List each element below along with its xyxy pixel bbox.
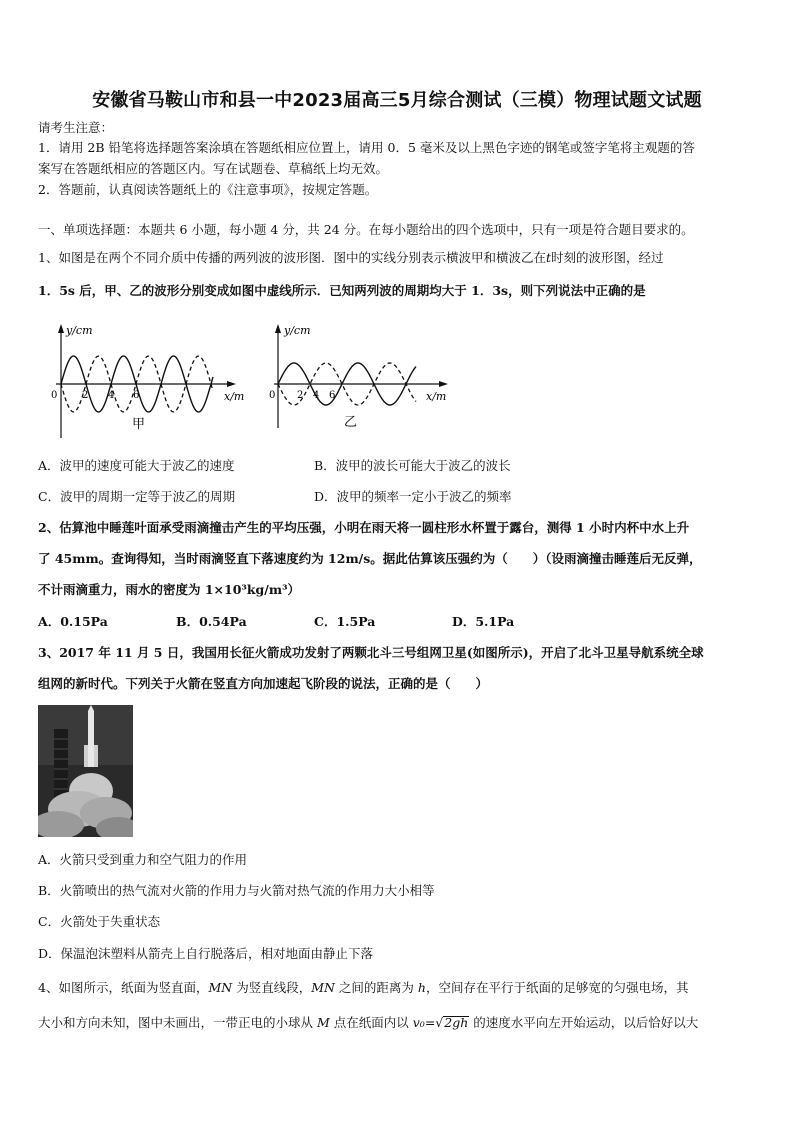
q2-option-d: D．5.1Pa	[452, 614, 515, 629]
q1-option-a: A．波甲的速度可能大于波乙的速度	[38, 458, 235, 473]
q3-option-a: A．火箭只受到重力和空气阻力的作用	[38, 852, 248, 867]
wave-graph-yi	[266, 318, 466, 442]
q1-var-t: t	[545, 250, 551, 265]
q4-text-d: ，空间存在平行于纸面的足够宽的匀强电场，其	[425, 980, 689, 995]
y-axis-label: y/cm	[66, 324, 93, 337]
sqrt-sign: √	[435, 1015, 444, 1030]
wave-graph-yi-svg	[266, 318, 466, 442]
q4-line-2	[38, 1015, 698, 1031]
q3-line-1: 3、2017 年 11 月 5 日，我国用长征火箭成功发射了两颗北斗三号组网卫星(如图所示)，开启了北斗卫星导航系统全球	[38, 645, 704, 660]
q4-text-a: 4、如图所示，纸面为竖直面，	[38, 980, 209, 995]
q1-text-a: 1、如图是在两个不同介质中传播的两列波的波形图．图中的实线分别表示横波甲和横波乙在	[38, 250, 546, 265]
q4-text-c: 之间的距离为	[334, 980, 418, 995]
origin-label: 0	[51, 390, 58, 401]
q2-line-2: 了 45mm。查询得知，当时雨滴竖直下落速度约为 12m/s。据此估算该压强约为（ ）（设雨滴撞击睡莲后无反弹，	[38, 551, 702, 566]
y-axis-arrow	[275, 324, 281, 333]
notice-heading: 请考生注意：	[38, 120, 114, 135]
notice-line-1: 1．请用 2B 铅笔将选择题答案涂填在答题纸相应位置上，请用 0．5 毫米及以上黑色字迹的钢笔或签字笔将主观题的答	[38, 140, 695, 155]
q4-var-h: h	[417, 980, 426, 995]
tick-label-4: 4	[313, 390, 320, 401]
rocket-launch-image	[38, 705, 133, 837]
q3-option-d: D．保温泡沫塑料从箭壳上自行脱落后，相对地面由静止下落	[38, 946, 374, 961]
q4-text-e: 大小和方向未知，图中未画出，一带正电的小球从	[38, 1015, 317, 1030]
rocket-launch-photo	[38, 705, 133, 837]
q4-text-f: 点在纸面内以	[329, 1015, 413, 1030]
graph-name: 乙	[344, 415, 358, 430]
q4-sqrt-expression: 2gh	[444, 1015, 469, 1030]
q3-option-c: C．火箭处于失重状态	[38, 914, 161, 929]
q4-text-b: 为竖直线段，	[232, 980, 312, 995]
q1-line-1	[38, 250, 664, 266]
q4-line-1	[38, 980, 688, 996]
notice-line-3: 2．答题前，认真阅读答题纸上的《注意事项》，按规定答题。	[38, 182, 378, 197]
x-axis-arrow	[439, 381, 448, 387]
tick-label-2: 2	[82, 390, 89, 401]
q1-option-d: D．波甲的频率一定小于波乙的频率	[314, 489, 512, 504]
q3-option-b: B．火箭喷出的热气流对火箭的作用力与火箭对热气流的作用力大小相等	[38, 883, 435, 898]
tick-label-2: 2	[297, 390, 304, 401]
q4-text-g: 的速度水平向左开始运动，以后恰好以大	[469, 1015, 699, 1030]
page-title: 安徽省马鞍山市和县一中2023届高三5月综合测试（三模）物理试题文试题	[92, 90, 702, 111]
q4-var-m: M	[316, 1015, 330, 1030]
notice-line-2: 案写在答题纸相应的答题区内。写在试题卷、草稿纸上均无效。	[38, 161, 389, 176]
wave-graph-jia-svg	[46, 318, 256, 442]
q2-option-b: B．0.54Pa	[176, 614, 247, 629]
q1-text-b: 时刻的波形图，经过	[551, 250, 664, 265]
q1-option-b: B．波甲的波长可能大于波乙的波长	[314, 458, 511, 473]
q1-line-2: 1．5s 后，甲、乙的波形分别变成如图中虚线所示．已知两列波的周期均大于 1．3s，则下列说法中正确的是	[38, 283, 646, 298]
q2-line-1: 2、估算池中睡莲叶面承受雨滴撞击产生的平均压强，小明在雨天将一圆柱形水杯置于露台，测得 1 小时内杯中水上升	[38, 520, 690, 535]
q3-line-2: 组网的新时代。下列关于火箭在竖直方向加速起飞阶段的说法，正确的是（ ）	[38, 676, 489, 691]
y-axis-arrow	[58, 324, 64, 333]
q2-line-3: 不计雨滴重力，雨水的密度为 1×10³kg/m³）	[38, 582, 301, 597]
q4-var-mn: MN	[208, 980, 233, 995]
q1-option-c: C．波甲的周期一定等于波乙的周期	[38, 489, 236, 504]
tick-label-6: 6	[133, 390, 140, 401]
x-axis-label: x/m	[224, 390, 245, 403]
wave-graph-jia	[46, 318, 256, 442]
x-axis-label: x/m	[426, 390, 447, 403]
x-axis-arrow	[227, 381, 236, 387]
tick-label-4: 4	[108, 390, 115, 401]
q2-option-c: C．1.5Pa	[314, 614, 376, 629]
q4-var-v0: v₀=	[412, 1015, 436, 1030]
q2-option-a: A．0.15Pa	[38, 614, 108, 629]
tick-label-6: 6	[329, 390, 336, 401]
graph-name: 甲	[132, 417, 146, 432]
origin-label: 0	[269, 390, 276, 401]
y-axis-label: y/cm	[284, 324, 311, 337]
q4-var-mn-2: MN	[311, 980, 335, 995]
section-heading: 一、单项选择题：本题共 6 小题，每小题 4 分，共 24 分。在每小题给出的四个选项中，只有一项是符合题目要求的。	[38, 222, 694, 237]
